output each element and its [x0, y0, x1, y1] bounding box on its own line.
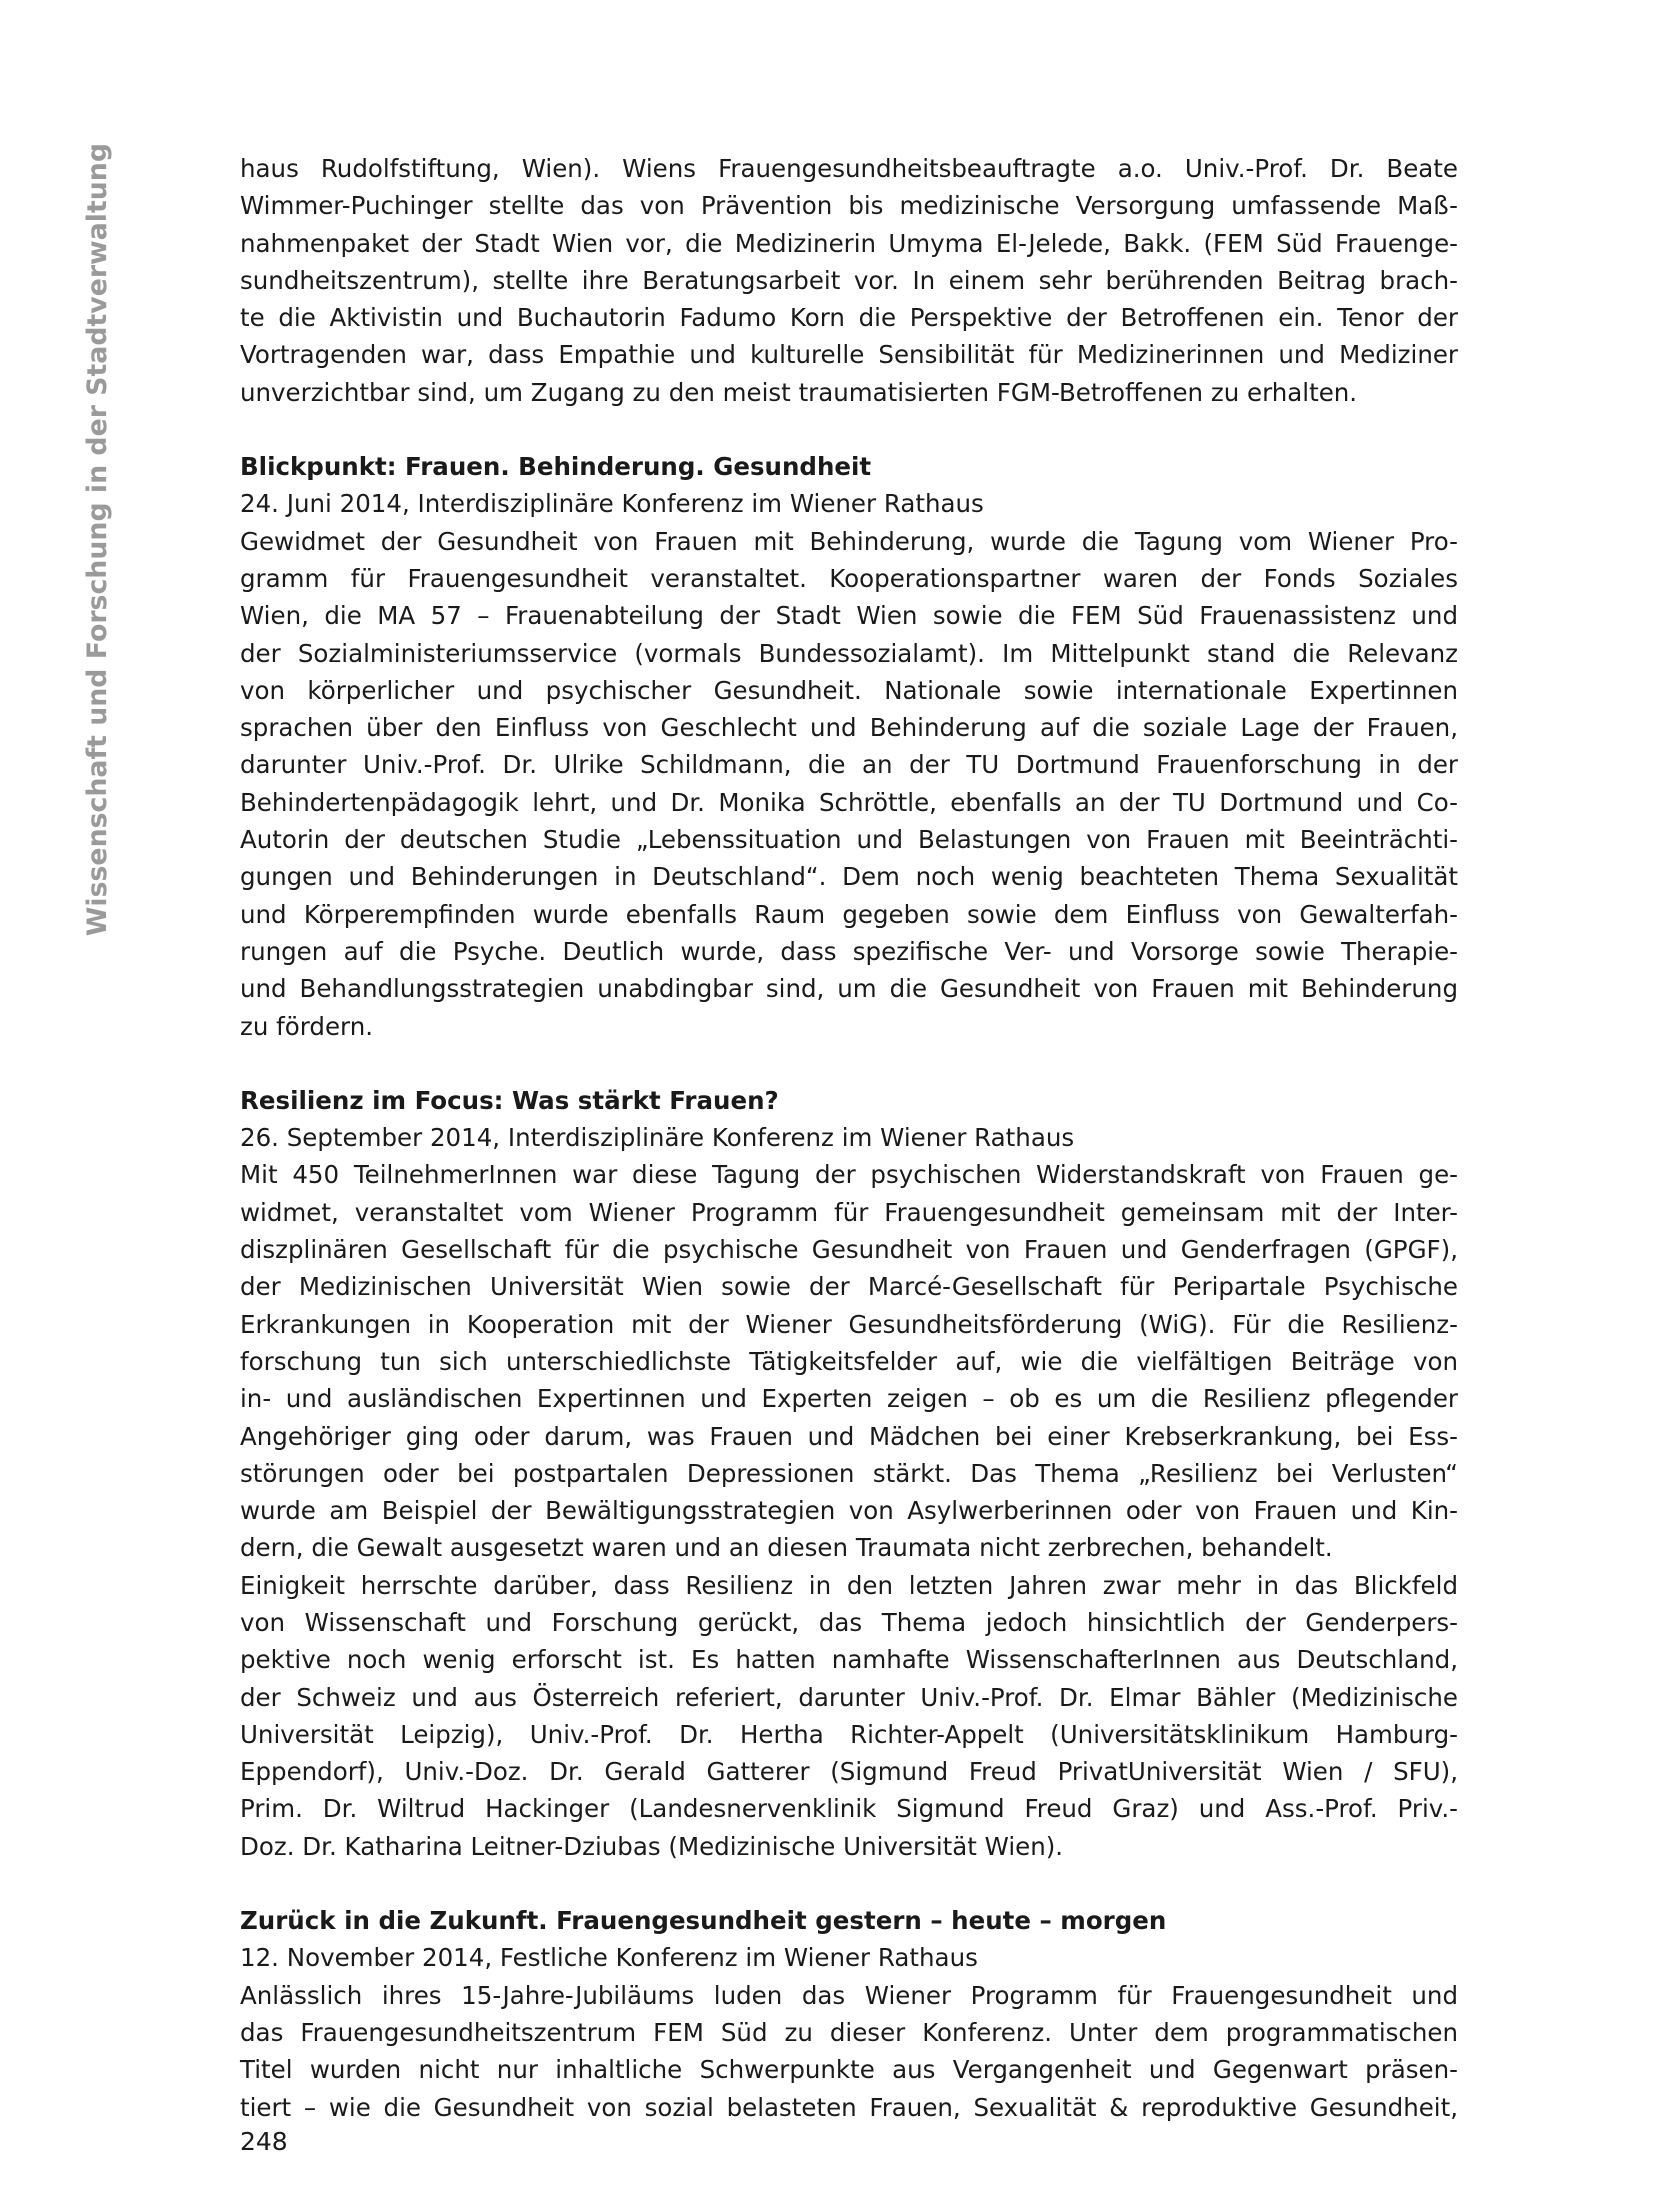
text-line: widmet, veranstaltet vom Wiener Programm für Frauengesundheit gemeinsam mit der Inter-: [240, 1197, 1458, 1227]
text-line: nahmenpaket der Stadt Wien vor, die Medizinerin Umyma El-Jelede, Bakk. (FEM Süd Frauenge-: [240, 228, 1458, 258]
section-behinderung: [240, 448, 1458, 1045]
text-line: Mit 450 TeilnehmerInnen war diese Tagung der psychischen Widerstandskraft von Frauen ge-: [240, 1160, 1458, 1190]
text-line: wurde am Beispiel der Bewältigungsstrategien von Asylwerberinnen oder von Frauen und Kin-: [240, 1496, 1458, 1526]
section-heading: Zurück in die Zukunft. Frauengesundheit gestern – heute – morgen: [240, 1906, 1167, 1936]
text-line: gramm für Frauengesundheit veranstaltet. Kooperationspartner waren der Fonds Soziales: [240, 563, 1458, 593]
text-line: darunter Univ.-Prof. Dr. Ulrike Schildmann, die an der TU Dortmund Frauenforschung in der: [240, 750, 1458, 780]
text-line: Vortragenden war, dass Empathie und kulturelle Sensibilität für Medizinerinnen und Mediziner: [240, 340, 1458, 370]
text-line: und Körperempfinden wurde ebenfalls Raum gegeben sowie dem Einfluss von Gewalterfah-: [240, 899, 1458, 929]
page-body: [240, 150, 1458, 2126]
section-date: 26. September 2014, Interdisziplinäre Konferenz im Wiener Rathaus: [240, 1123, 1075, 1153]
text-line: Wien, die MA 57 – Frauenabteilung der Stadt Wien sowie die FEM Süd Frauenassistenz und: [240, 601, 1458, 631]
text-line: zu fördern.: [240, 1011, 374, 1041]
text-line: in- und ausländischen Expertinnen und Experten zeigen – ob es um die Resilienz pflegender: [240, 1384, 1458, 1414]
text-line: der Sozialministeriumsservice (vormals Bundessozialamt). Im Mittelpunkt stand die Relevanz: [240, 638, 1458, 668]
running-section-title: Wissenschaft und Forschung in der Stadtverwaltung: [82, 143, 113, 937]
text-line: Eppendorf), Univ.-Doz. Dr. Gerald Gatterer (Sigmund Freud PrivatUniversität Wien / SFU),: [240, 1757, 1458, 1787]
text-line: Wimmer-Puchinger stellte das von Prävention bis medizinische Versorgung umfassende Maß-: [240, 191, 1458, 221]
text-line: te die Aktivistin und Buchautorin Fadumo Korn die Perspektive der Betroffenen ein. Tenor der: [240, 303, 1458, 333]
text-line: Angehöriger ging oder darum, was Frauen und Mädchen bei einer Krebserkrankung, bei Ess-: [240, 1421, 1458, 1451]
text-line: pektive noch wenig erforscht ist. Es hatten namhafte WissenschafterInnen aus Deutschland,: [240, 1645, 1458, 1675]
text-line: Gewidmet der Gesundheit von Frauen mit Behinderung, wurde die Tagung vom Wiener Pro-: [240, 526, 1458, 556]
text-line: der Medizinischen Universität Wien sowie der Marcé-Gesellschaft für Peripartale Psychische: [240, 1272, 1458, 1302]
text-line: sundheitszentrum), stellte ihre Beratungsarbeit vor. In einem sehr berührenden Beitrag brach-: [240, 265, 1458, 295]
text-line: von körperlicher und psychischer Gesundheit. Nationale sowie internationale Expertinnen: [240, 675, 1458, 705]
text-line: rungen auf die Psyche. Deutlich wurde, dass spezifische Ver- und Vorsorge sowie Therapie-: [240, 936, 1458, 966]
text-line: von Wissenschaft und Forschung gerückt, das Thema jedoch hinsichtlich der Genderpers-: [240, 1607, 1458, 1637]
text-line: Erkrankungen in Kooperation mit der Wiener Gesundheitsförderung (WiG). Für die Resilienz-: [240, 1309, 1458, 1339]
text-line: gungen und Behinderungen in Deutschland“. Dem noch wenig beachteten Thema Sexualität: [240, 862, 1458, 892]
text-line: Titel wurden nicht nur inhaltliche Schwerpunkte aus Vergangenheit und Gegenwart präsen-: [240, 2055, 1458, 2085]
section-heading: Resilienz im Focus: Was stärkt Frauen?: [240, 1085, 779, 1115]
text-line: haus Rudolfstiftung, Wien). Wiens Frauengesundheitsbeauftragte a.o. Univ.-Prof. Dr. Beate: [240, 154, 1458, 183]
text-line: störungen oder bei postpartalen Depressionen stärkt. Das Thema „Resilienz bei Verlusten“: [240, 1458, 1458, 1488]
text-line: unverzichtbar sind, um Zugang zu den meist traumatisierten FGM-Betroffenen zu erhalten.: [240, 377, 1358, 407]
text-line: der Schweiz und aus Österreich referiert, darunter Univ.-Prof. Dr. Elmar Bähler (Medizinische: [240, 1682, 1458, 1712]
text-line: Behindertenpädagogik lehrt, und Dr. Monika Schröttle, ebenfalls an der TU Dortmund und Co-: [240, 787, 1458, 817]
text-line: das Frauengesundheitszentrum FEM Süd zu dieser Konferenz. Unter dem programmatischen: [240, 2017, 1458, 2047]
text-line: Autorin der deutschen Studie „Lebenssituation und Belastungen von Frauen mit Beeinträchti-: [240, 825, 1458, 855]
section-date: 12. November 2014, Festliche Konferenz im Wiener Rathaus: [240, 1943, 978, 1973]
page-number: 248: [240, 2127, 288, 2156]
text-line: Anlässlich ihres 15-Jahre-Jubiläums luden das Wiener Programm für Frauengesundheit und: [240, 1980, 1458, 2010]
text-line: Einigkeit herrschte darüber, dass Resilienz in den letzten Jahren zwar mehr in das Blickfeld: [240, 1570, 1458, 1600]
text-line: diszplinären Gesellschaft für die psychische Gesundheit von Frauen und Genderfragen (GPGF),: [240, 1235, 1458, 1265]
text-line: Doz. Dr. Katharina Leitner-Dziubas (Medizinische Universität Wien).: [240, 1831, 1064, 1861]
section-resilienz: [240, 1082, 1458, 1865]
text-line: tiert – wie die Gesundheit von sozial belasteten Frauen, Sexualität & reproduktive Gesundheit,: [240, 2092, 1458, 2122]
text-line: dern, die Gewalt ausgesetzt waren und an diesen Traumata nicht zerbrechen, behandelt.: [240, 1533, 1333, 1563]
section-heading: Blickpunkt: Frauen. Behinderung. Gesundheit: [240, 452, 872, 482]
section-date: 24. Juni 2014, Interdisziplinäre Konferenz im Wiener Rathaus: [240, 489, 984, 519]
text-line: forschung tun sich unterschiedlichste Tätigkeitsfelder auf, wie die vielfältigen Beiträge von: [240, 1346, 1458, 1376]
section-zukunft: [240, 1902, 1458, 2126]
intro-paragraph: [240, 150, 1458, 411]
text-line: Prim. Dr. Wiltrud Hackinger (Landesnervenklinik Sigmund Freud Graz) und Ass.-Prof. Priv.-: [240, 1794, 1458, 1824]
text-line: sprachen über den Einfluss von Geschlecht und Behinderung auf die soziale Lage der Frauen,: [240, 713, 1458, 743]
text-line: und Behandlungsstrategien unabdingbar sind, um die Gesundheit von Frauen mit Behinderung: [240, 974, 1458, 1004]
text-line: Universität Leipzig), Univ.-Prof. Dr. Hertha Richter-Appelt (Universitätsklinikum Hamburg-: [240, 1719, 1458, 1749]
